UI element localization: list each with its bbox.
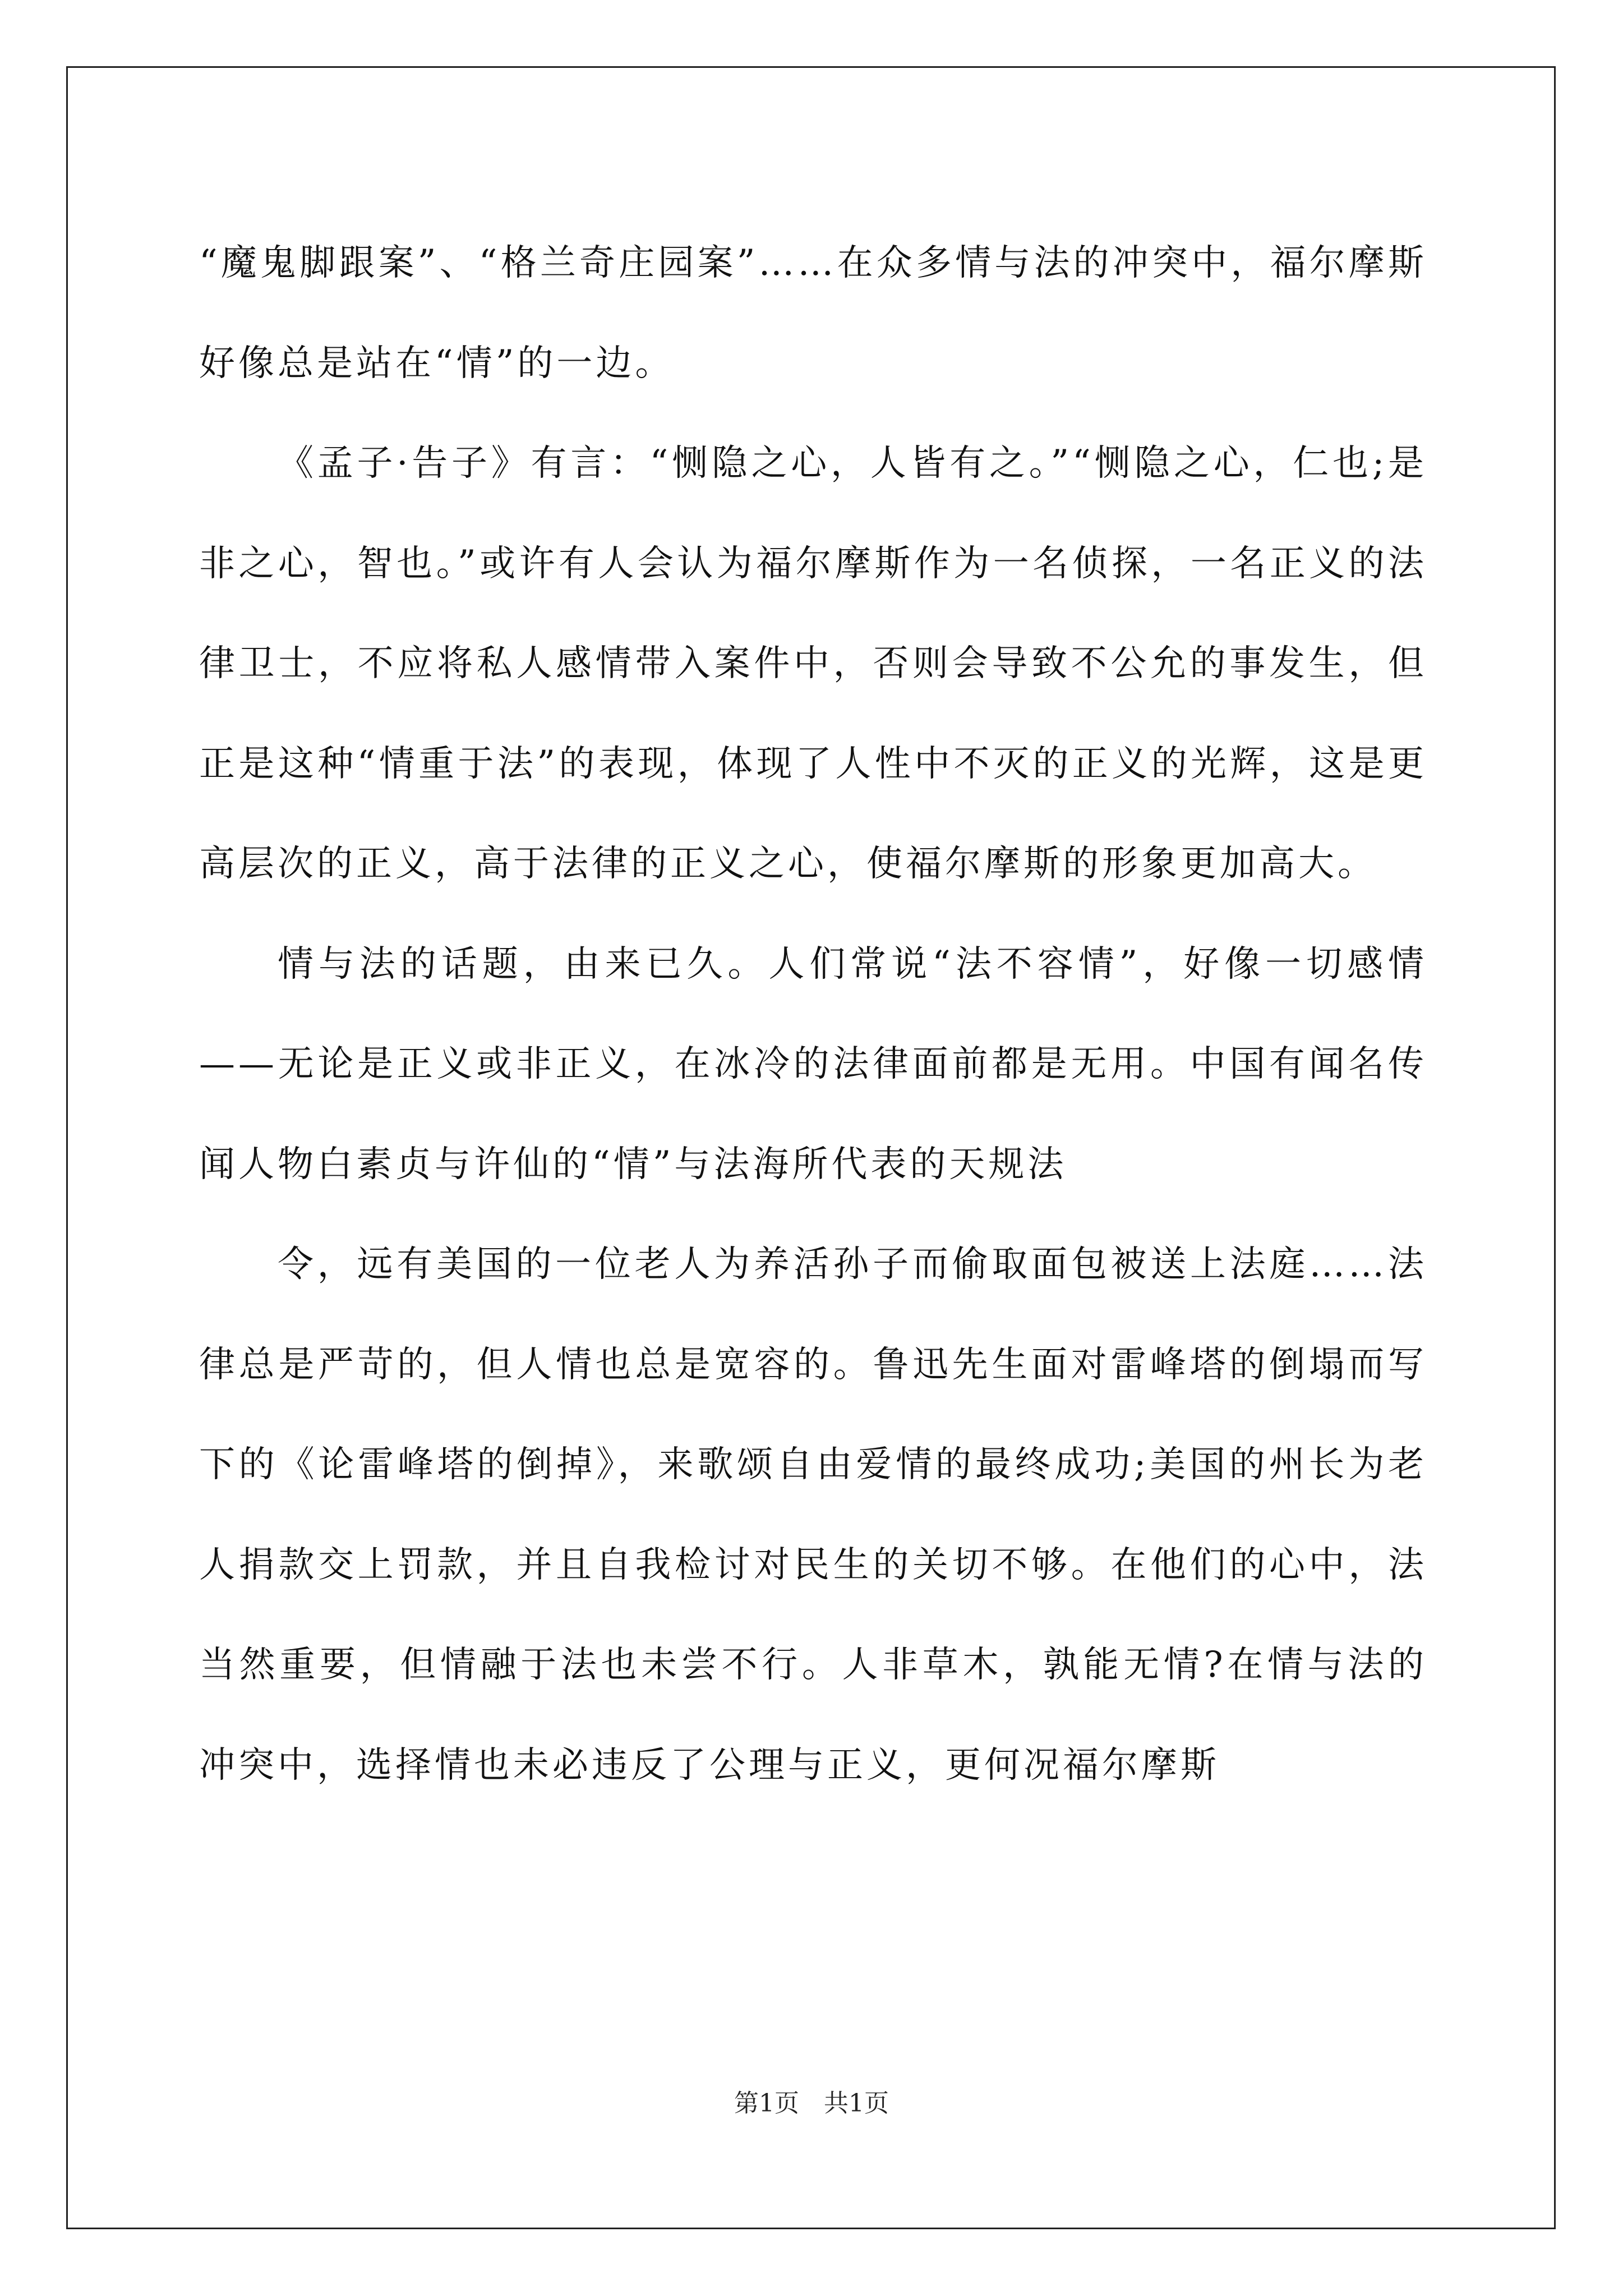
- paragraph-4: 令，远有美国的一位老人为养活孙子而偷取面包被送上法庭……法律总是严苛的，但人情也总是宽容的。鲁迅先生面对雷峰塔的倒塌而写下的《论雷峰塔的倒掉》，来歌颂自由爱情的最终成功;美国的州长为老人捐款交上罚款，并且自我检讨对民生的关切不够。在他们的心中，法当然重要，但情融于法也未尝不行。人非草木，孰能无情?在情与法的冲突中，选择情也未必违反了公理与正义，更何况福尔摩斯: [199, 1244, 1427, 1786]
- paragraph-1: “魔鬼脚跟案”、“格兰奇庄园案”……在众多情与法的冲突中，福尔摩斯好像总是站在“情”的一边。: [199, 242, 1427, 384]
- paragraph-2: 《孟子·告子》有言：“恻隐之心，人皆有之。”“恻隐之心，仁也;是非之心，智也。”或许有人会认为福尔摩斯作为一名侦探，一名正义的法律卫士，不应将私人感情带入案件中，否则会导致不公允的事发生，但正是这种“情重于法”的表现，体现了人性中不灭的正义的光辉，这是更高层次的正义，高于法律的正义之心，使福尔摩斯的形象更加高大。: [199, 443, 1427, 885]
- page-footer: 第1页 共1页: [734, 2089, 889, 2118]
- paragraph-3: 情与法的话题，由来已久。人们常说“法不容情”，好像一切感情——无论是正义或非正义，在冰冷的法律面前都是无用。中国有闻名传闻人物白素贞与许仙的“情”与法海所代表的天规法: [199, 943, 1427, 1185]
- document-body: [199, 213, 1427, 1815]
